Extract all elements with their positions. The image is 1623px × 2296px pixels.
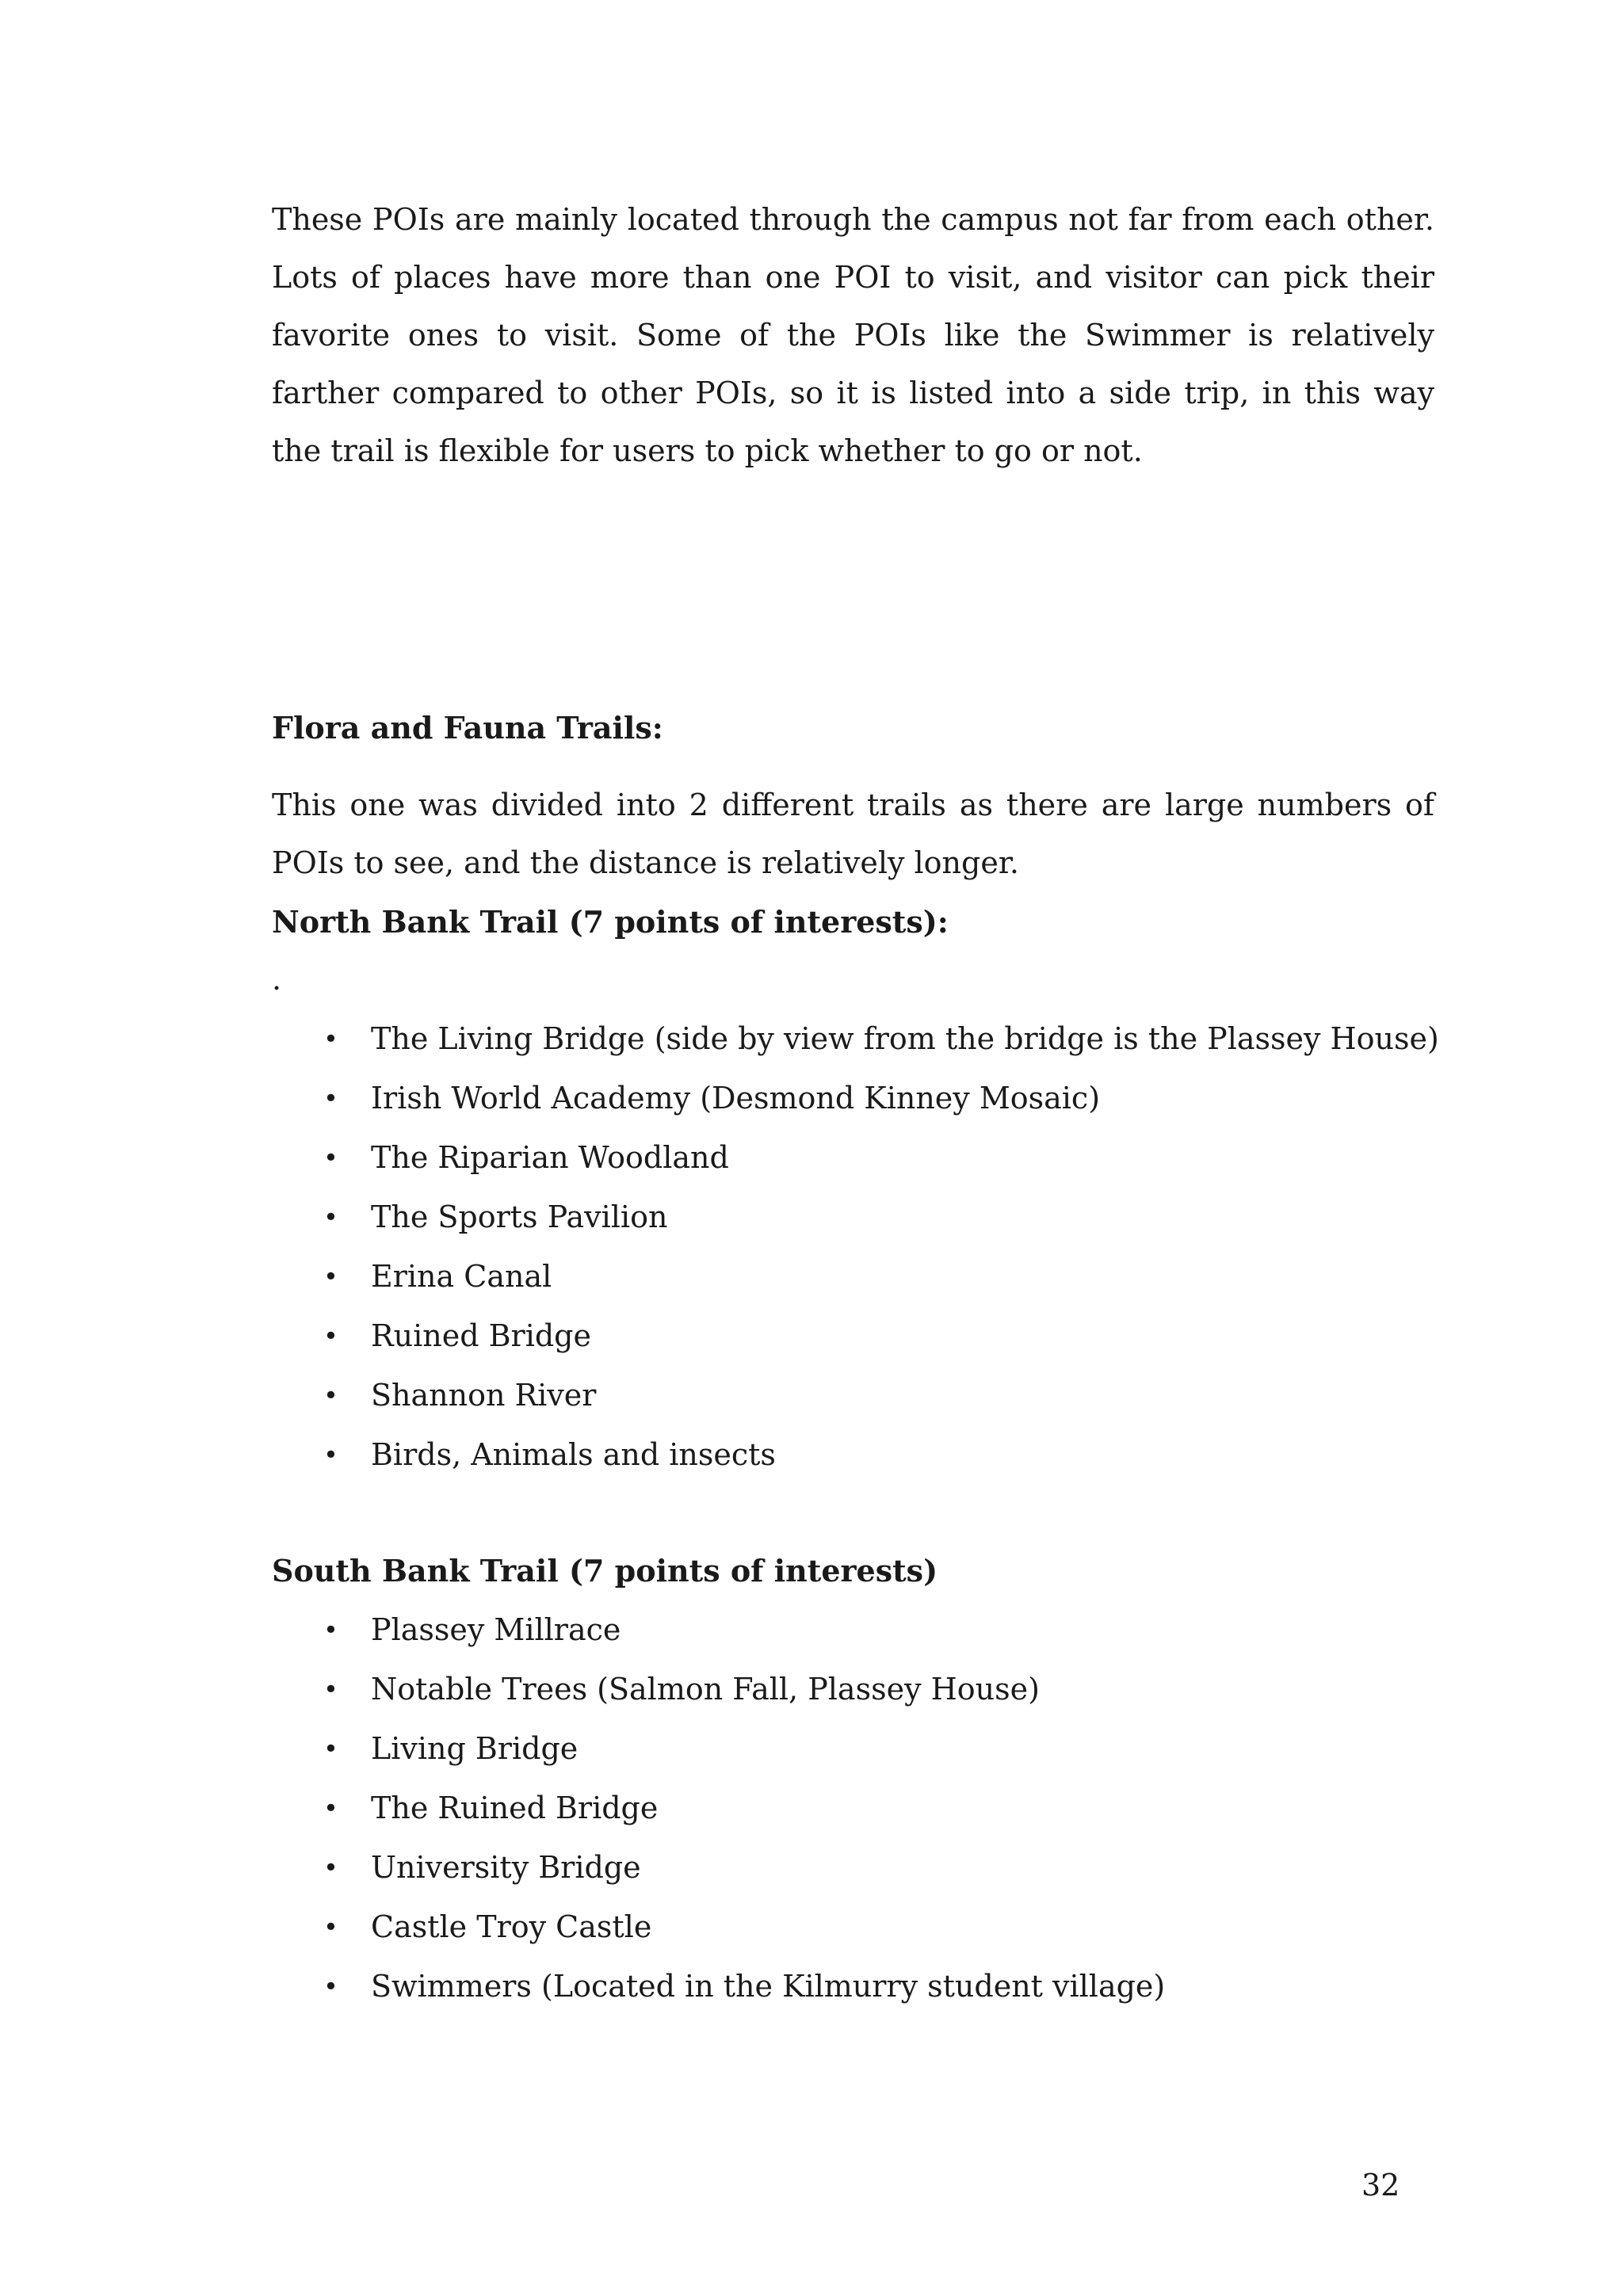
list-item-label: Irish World Academy (Desmond Kinney Mosaic) bbox=[371, 1081, 1101, 1116]
list-item bbox=[323, 1069, 1439, 1128]
bullet-icon: • bbox=[323, 1142, 338, 1173]
bullet-icon: • bbox=[323, 1083, 338, 1113]
list-item-label: Castle Troy Castle bbox=[371, 1909, 652, 1944]
list-item-label: Birds, Animals and insects bbox=[371, 1437, 776, 1472]
bullet-icon: • bbox=[323, 1615, 338, 1645]
flora-fauna-heading: Flora and Fauna Trails: bbox=[272, 710, 663, 746]
bullet-icon: • bbox=[323, 1440, 338, 1470]
list-item-label: The Ruined Bridge bbox=[371, 1791, 659, 1825]
bullet-icon: • bbox=[323, 1971, 338, 2001]
list-item bbox=[323, 1366, 1439, 1425]
list-item bbox=[323, 1719, 1165, 1779]
list-item-label: Swimmers (Located in the Kilmurry student village) bbox=[371, 1969, 1166, 2004]
list-item bbox=[323, 1600, 1165, 1660]
bullet-icon: • bbox=[323, 1024, 338, 1054]
bullet-icon: • bbox=[323, 1261, 338, 1291]
list-item bbox=[323, 1247, 1439, 1306]
list-item-label: The Sports Pavilion bbox=[371, 1199, 668, 1234]
stray-dot: . bbox=[272, 962, 282, 997]
list-item-label: The Living Bridge (side by view from the bridge is the Plassey House) bbox=[371, 1021, 1439, 1056]
intro-paragraph: These POIs are mainly located through the campus not far from each other. Lots of places have more than one POI to visit, and visitor can pick their favorite ones to visit. Some of the POIs like the Swimmer is relatively farther compared to other POIs, so it is listed into a side trip, in this way the trail is flexible for users to pick whether to go or not. bbox=[272, 202, 1434, 468]
list-item-label: Erina Canal bbox=[371, 1259, 552, 1294]
list-item-label: Notable Trees (Salmon Fall, Plassey House) bbox=[371, 1672, 1040, 1707]
list-item bbox=[323, 1897, 1165, 1957]
list-item-label: University Bridge bbox=[371, 1850, 641, 1885]
list-item bbox=[323, 1838, 1165, 1897]
list-item bbox=[323, 1306, 1439, 1366]
list-item-label: Living Bridge bbox=[371, 1731, 579, 1766]
list-item bbox=[323, 1660, 1165, 1719]
bullet-icon: • bbox=[323, 1852, 338, 1882]
flora-fauna-paragraph: This one was divided into 2 different trails as there are large numbers of POIs to see, and the distance is relatively longer. bbox=[272, 788, 1434, 880]
list-item bbox=[323, 1128, 1439, 1188]
bullet-icon: • bbox=[323, 1733, 338, 1764]
list-item-label: Plassey Millrace bbox=[371, 1612, 621, 1647]
list-item bbox=[323, 1779, 1165, 1838]
list-item bbox=[323, 1188, 1439, 1247]
bullet-icon: • bbox=[323, 1674, 338, 1704]
list-item-label: Ruined Bridge bbox=[371, 1318, 591, 1353]
page-number: 32 bbox=[1361, 2168, 1400, 2203]
list-item bbox=[323, 1425, 1439, 1485]
north-bank-heading: North Bank Trail (7 points of interests): bbox=[272, 904, 949, 940]
list-item-label: Shannon River bbox=[371, 1378, 597, 1413]
bullet-icon: • bbox=[323, 1912, 338, 1942]
list-item bbox=[323, 1957, 1165, 2016]
bullet-icon: • bbox=[323, 1793, 338, 1823]
south-bank-list bbox=[323, 1600, 1165, 2016]
bullet-icon: • bbox=[323, 1202, 338, 1232]
bullet-icon: • bbox=[323, 1380, 338, 1410]
list-item bbox=[323, 1009, 1439, 1069]
bullet-icon: • bbox=[323, 1321, 338, 1351]
south-bank-heading: South Bank Trail (7 points of interests) bbox=[272, 1553, 938, 1589]
north-bank-list bbox=[323, 1009, 1439, 1485]
list-item-label: The Riparian Woodland bbox=[371, 1140, 729, 1175]
